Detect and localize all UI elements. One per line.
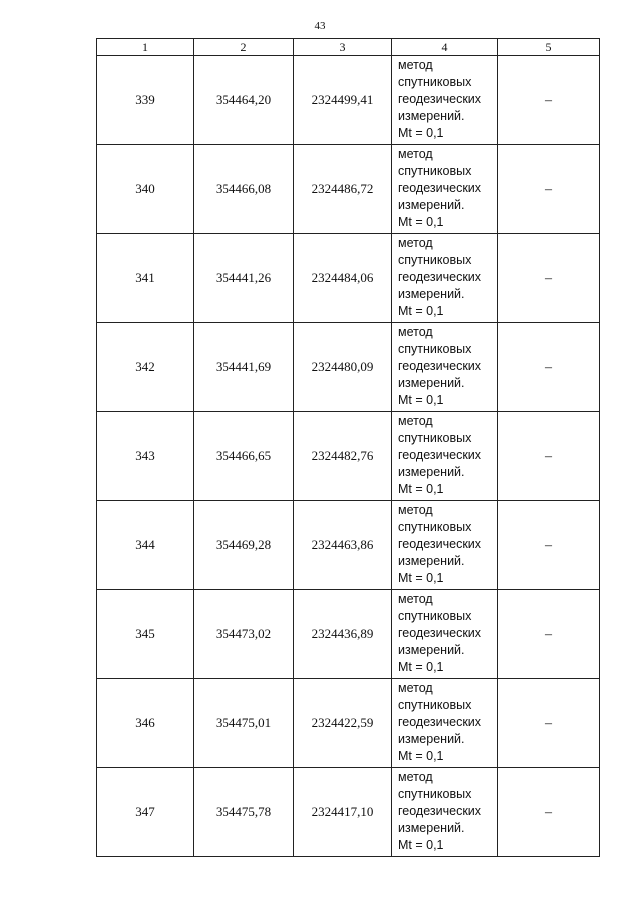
dash-mark: –: [545, 448, 552, 464]
dash-mark: –: [545, 92, 552, 108]
description-cell: [498, 501, 600, 590]
description-cell: [498, 590, 600, 679]
method-accuracy-line: Mt = 0,1: [398, 749, 444, 763]
x-coordinate-cell: 354464,20: [194, 56, 294, 145]
description-cell: [498, 323, 600, 412]
method-line: спутниковых: [398, 342, 472, 356]
method-line: спутниковых: [398, 431, 472, 445]
page-number: 43: [314, 20, 326, 32]
x-coordinate-cell: 354441,26: [194, 234, 294, 323]
method-cell: [392, 145, 498, 234]
table-header: [97, 39, 600, 56]
method-cell: [392, 323, 498, 412]
method-line: геодезических: [398, 92, 482, 106]
table-row: [97, 145, 600, 234]
method-line: измерений.: [398, 821, 465, 835]
column-header-2: 2: [194, 39, 294, 56]
method-line: измерений.: [398, 198, 465, 212]
point-number-cell: 339: [97, 56, 194, 145]
header-row: [97, 39, 600, 56]
method-line: геодезических: [398, 804, 482, 818]
method-line: метод: [398, 414, 433, 428]
x-coordinate-cell: 354475,01: [194, 679, 294, 768]
dash-mark: –: [545, 715, 552, 731]
method-line: спутниковых: [398, 520, 472, 534]
method-line: измерений.: [398, 465, 465, 479]
coordinates-table: [96, 38, 600, 857]
method-line: измерений.: [398, 643, 465, 657]
table-row: [97, 323, 600, 412]
method-line: метод: [398, 325, 433, 339]
y-coordinate-cell: 2324499,41: [294, 56, 392, 145]
x-coordinate-cell: 354475,78: [194, 768, 294, 857]
method-line: метод: [398, 592, 433, 606]
description-cell: [498, 234, 600, 323]
method-cell: [392, 590, 498, 679]
table-row: [97, 679, 600, 768]
method-accuracy-line: Mt = 0,1: [398, 838, 444, 852]
description-cell: [498, 768, 600, 857]
method-line: геодезических: [398, 626, 482, 640]
point-number-cell: 343: [97, 412, 194, 501]
table-body: [97, 56, 600, 857]
column-header-4: 4: [392, 39, 498, 56]
table-row: [97, 234, 600, 323]
dash-mark: –: [545, 270, 552, 286]
method-line: спутниковых: [398, 698, 472, 712]
method-accuracy-line: Mt = 0,1: [398, 126, 444, 140]
method-line: геодезических: [398, 448, 482, 462]
method-accuracy-line: Mt = 0,1: [398, 215, 444, 229]
point-number-cell: 347: [97, 768, 194, 857]
table-row: [97, 768, 600, 857]
column-header-1: 1: [97, 39, 194, 56]
point-number-cell: 346: [97, 679, 194, 768]
x-coordinate-cell: 354473,02: [194, 590, 294, 679]
y-coordinate-cell: 2324486,72: [294, 145, 392, 234]
description-cell: [498, 145, 600, 234]
table-row: [97, 412, 600, 501]
x-coordinate-cell: 354466,08: [194, 145, 294, 234]
method-cell: [392, 501, 498, 590]
method-line: измерений.: [398, 554, 465, 568]
method-line: спутниковых: [398, 75, 472, 89]
method-cell: [392, 412, 498, 501]
method-line: геодезических: [398, 715, 482, 729]
method-cell: [392, 679, 498, 768]
table-row: [97, 501, 600, 590]
x-coordinate-cell: 354441,69: [194, 323, 294, 412]
point-number-cell: 340: [97, 145, 194, 234]
method-line: спутниковых: [398, 164, 472, 178]
y-coordinate-cell: 2324482,76: [294, 412, 392, 501]
table-row: [97, 56, 600, 145]
method-line: геодезических: [398, 181, 482, 195]
description-cell: [498, 412, 600, 501]
method-line: измерений.: [398, 287, 465, 301]
method-line: измерений.: [398, 109, 465, 123]
method-line: геодезических: [398, 537, 482, 551]
dash-mark: –: [545, 537, 552, 553]
description-cell: [498, 56, 600, 145]
method-line: метод: [398, 681, 433, 695]
method-accuracy-line: Mt = 0,1: [398, 571, 444, 585]
dash-mark: –: [545, 804, 552, 820]
method-line: спутниковых: [398, 253, 472, 267]
method-line: спутниковых: [398, 787, 472, 801]
y-coordinate-cell: 2324480,09: [294, 323, 392, 412]
x-coordinate-cell: 354466,65: [194, 412, 294, 501]
method-cell: [392, 56, 498, 145]
method-line: метод: [398, 58, 433, 72]
point-number-cell: 341: [97, 234, 194, 323]
method-cell: [392, 768, 498, 857]
description-cell: [498, 679, 600, 768]
point-number-cell: 344: [97, 501, 194, 590]
method-line: метод: [398, 503, 433, 517]
y-coordinate-cell: 2324417,10: [294, 768, 392, 857]
method-line: измерений.: [398, 376, 465, 390]
dash-mark: –: [545, 626, 552, 642]
dash-mark: –: [545, 359, 552, 375]
method-accuracy-line: Mt = 0,1: [398, 482, 444, 496]
y-coordinate-cell: 2324422,59: [294, 679, 392, 768]
table-row: [97, 590, 600, 679]
column-header-5: 5: [498, 39, 600, 56]
method-line: измерений.: [398, 732, 465, 746]
y-coordinate-cell: 2324463,86: [294, 501, 392, 590]
method-line: метод: [398, 236, 433, 250]
column-header-3: 3: [294, 39, 392, 56]
method-accuracy-line: Mt = 0,1: [398, 660, 444, 674]
method-line: геодезических: [398, 270, 482, 284]
method-accuracy-line: Mt = 0,1: [398, 393, 444, 407]
dash-mark: –: [545, 181, 552, 197]
y-coordinate-cell: 2324484,06: [294, 234, 392, 323]
x-coordinate-cell: 354469,28: [194, 501, 294, 590]
point-number-cell: 345: [97, 590, 194, 679]
point-number-cell: 342: [97, 323, 194, 412]
method-line: метод: [398, 147, 433, 161]
y-coordinate-cell: 2324436,89: [294, 590, 392, 679]
method-line: спутниковых: [398, 609, 472, 623]
method-line: геодезических: [398, 359, 482, 373]
method-line: метод: [398, 770, 433, 784]
method-accuracy-line: Mt = 0,1: [398, 304, 444, 318]
method-cell: [392, 234, 498, 323]
